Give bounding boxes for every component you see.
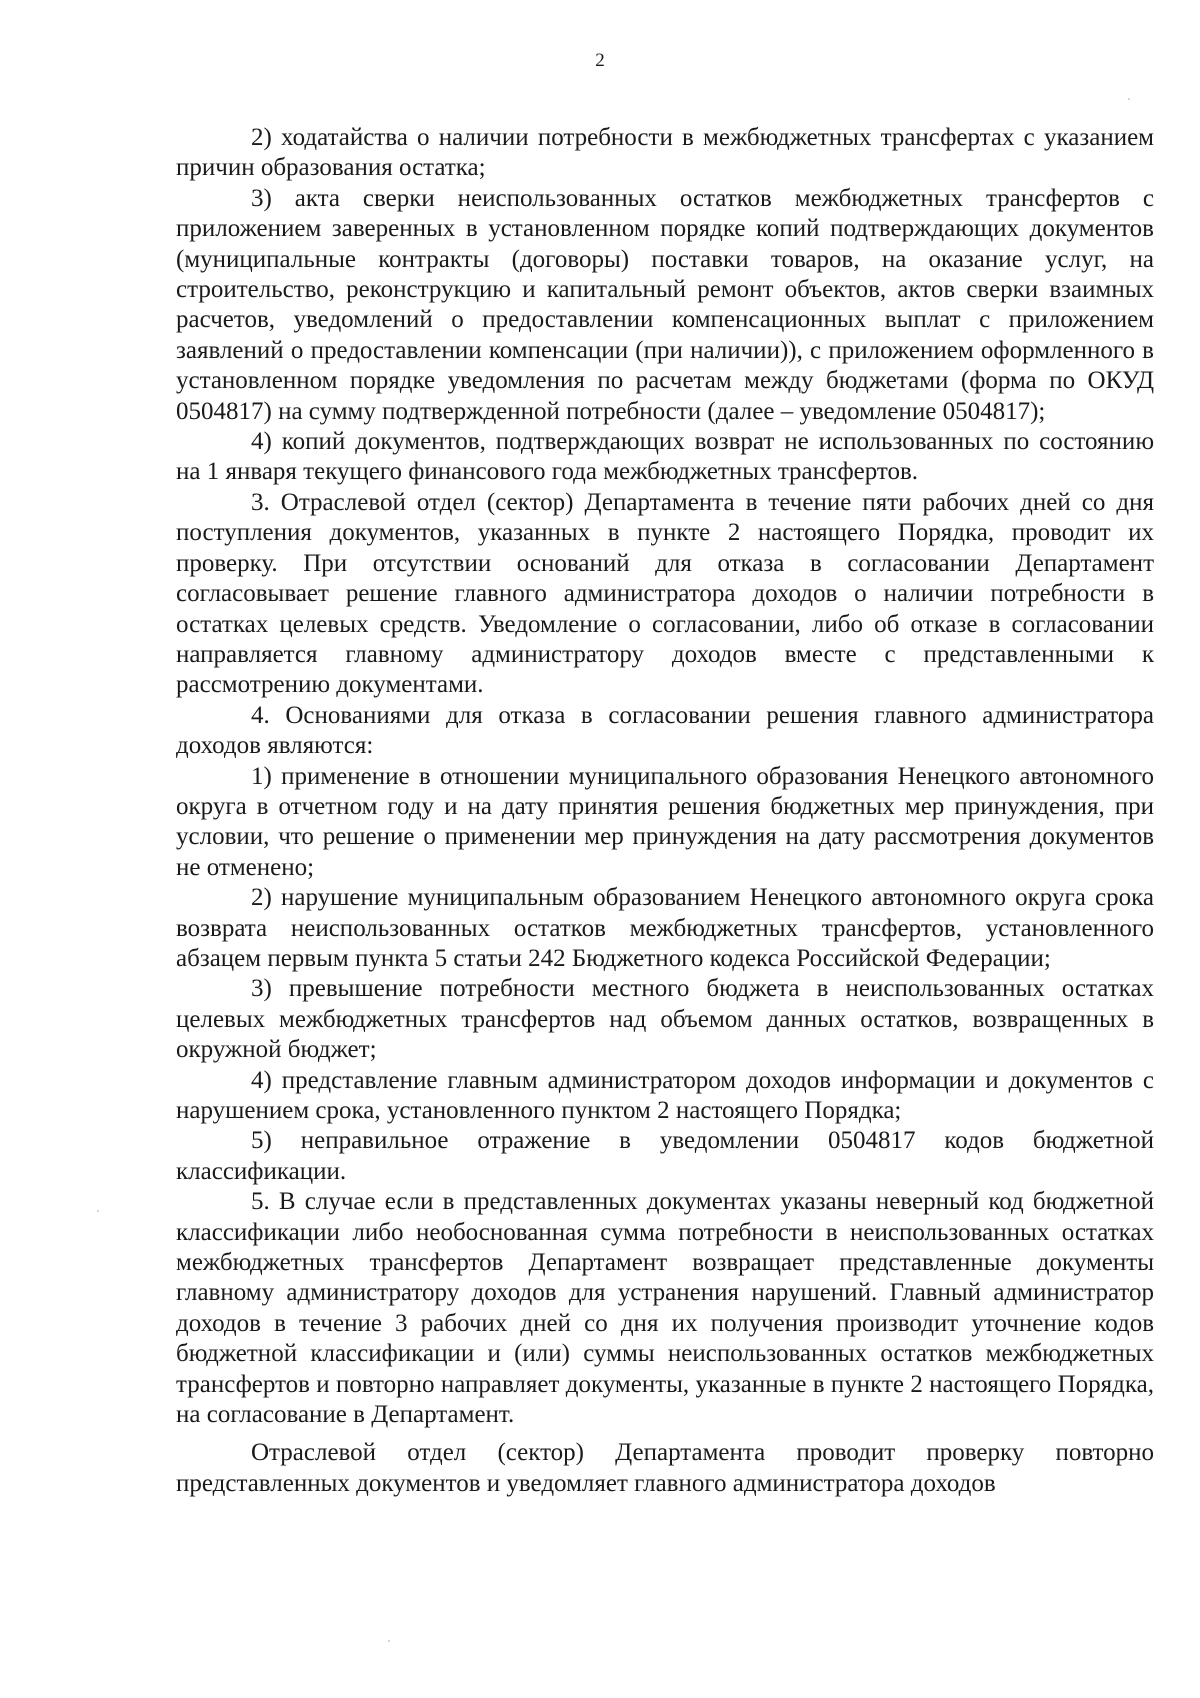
paragraph-reason-2: 2) нарушение муниципальным образованием Ненецкого автономного округа срока возврата неиспользованных остатков межбюджетных трансфертов, установленного абзацем первым пункта 5 статьи 242 Бюджетного кодекса Российской Федерации; bbox=[176, 884, 1154, 972]
paragraph-recheck: Отраслевой отдел (сектор) Департамента проводит проверку повторно представленных документов и уведомляет главного администратора доходов bbox=[176, 1439, 1154, 1497]
document-body bbox=[176, 123, 1154, 1499]
scan-speck bbox=[388, 1640, 390, 1642]
paragraph-item-2: 2) ходатайства о наличии потребности в межбюджетных трансфертах с указанием причин образования остатка; bbox=[176, 124, 1154, 182]
paragraph-item-4: 4) копий документов, подтверждающих возврат не использованных по состоянию на 1 января текущего финансового года межбюджетных трансфертов. bbox=[176, 428, 1154, 486]
paragraph-clause-4: 4. Основаниями для отказа в согласовании решения главного администратора доходов являются: bbox=[176, 701, 1154, 760]
page-number: 2 bbox=[595, 50, 605, 71]
scan-speck bbox=[97, 1210, 99, 1212]
paragraph-item-3: 3) акта сверки неиспользованных остатков межбюджетных трансфертов с приложением заверенных в установленном порядке копий подтверждающих документов (муниципальные контракты (договоры) поставки товаров, на оказание услуг, на строительство, реконструкцию и капитальный ремонт объектов, актов сверки взаимных расчетов, уведомлений о предоставлении компенсационных выплат с приложением заявлений о предоставлении компенсации (при наличии)), с приложением оформленного в установленном порядке уведомления по расчетам между бюджетами (форма по ОКУД 0504817) на сумму подтвержденной потребности (далее – уведомление 0504817); bbox=[176, 184, 1154, 425]
paragraph-clause-3: 3. Отраслевой отдел (сектор) Департамента в течение пяти рабочих дней со дня поступления документов, указанных в пункте 2 настоящего Порядка, проводит их проверку. При отсутствии оснований для отказа в согласовании Департамент согласовывает решение главного администратора доходов о наличии потребности в остатках целевых средств. Уведомление о согласовании, либо об отказе в согласовании направляется главному администратору доходов вместе с представленными к рассмотрению документами. bbox=[176, 488, 1154, 699]
paragraph-reason-4: 4) представление главным администратором доходов информации и документов с нарушением срока, установленного пунктом 2 настоящего Порядка; bbox=[176, 1066, 1154, 1124]
paragraph-reason-3: 3) превышение потребности местного бюджета в неиспользованных остатках целевых межбюджетных трансфертов над объемом данных остатков, возвращенных в окружной бюджет; bbox=[176, 975, 1154, 1064]
scan-speck bbox=[1128, 98, 1130, 100]
paragraph-reason-5: 5) неправильное отражение в уведомлении 0504817 кодов бюджетной классификации. bbox=[176, 1127, 1154, 1185]
paragraph-clause-5: 5. В случае если в представленных документах указаны неверный код бюджетной классификации либо необоснованная сумма потребности в неиспользованных остатках межбюджетных трансфертов Департамент возвращает представленные документы главному администратору доходов для устранения нарушений. Главный администратор доходов в течение 3 рабочих дней со дня их получения производит уточнение кодов бюджетной классификации и (или) суммы неиспользованных остатков межбюджетных трансфертов и повторно направляет документы, указанные в пункте 2 настоящего Порядка, на согласование в Департамент. bbox=[176, 1188, 1154, 1429]
paragraph-reason-1: 1) применение в отношении муниципального образования Ненецкого автономного округа в отчетном году и на дату принятия решения бюджетных мер принуждения, при условии, что решение о применении мер принуждения на дату рассмотрения документов не отменено; bbox=[176, 762, 1154, 881]
